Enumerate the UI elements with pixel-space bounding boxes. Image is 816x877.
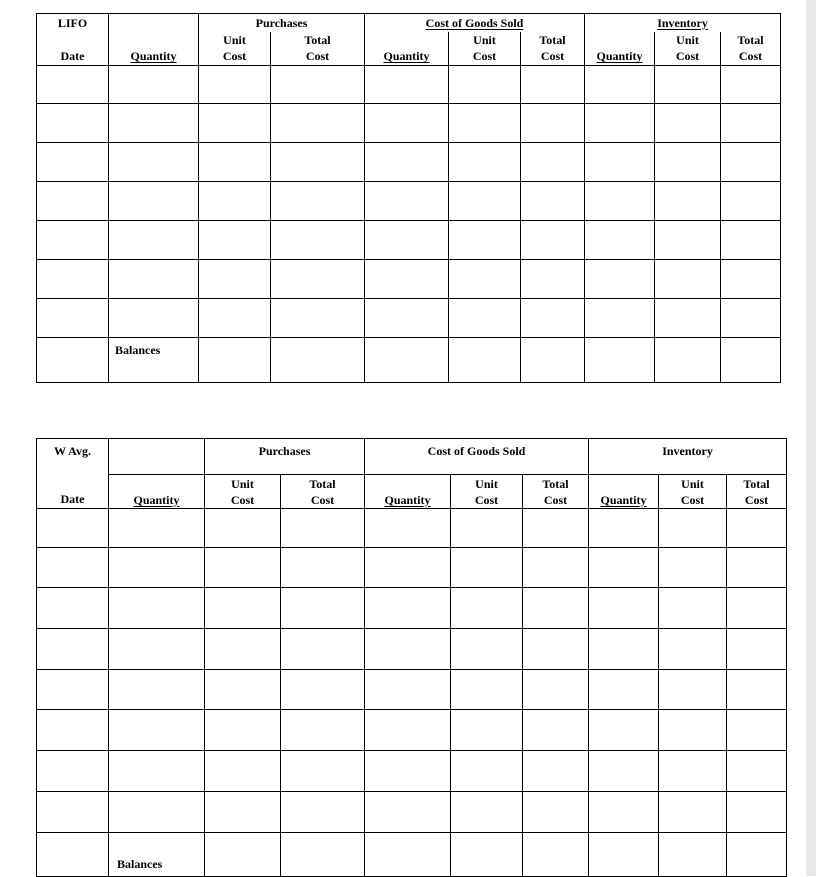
table-cell[interactable] xyxy=(521,221,585,260)
table-cell[interactable] xyxy=(281,588,365,629)
table-cell[interactable] xyxy=(281,509,365,548)
table-cell[interactable] xyxy=(37,104,109,143)
table-cell[interactable] xyxy=(205,792,281,833)
table-cell[interactable] xyxy=(727,588,787,629)
table-cell[interactable] xyxy=(585,221,655,260)
table-cell[interactable] xyxy=(205,629,281,670)
wavg-col-date: Date xyxy=(37,475,109,509)
table-cell[interactable] xyxy=(271,338,365,383)
table-cell[interactable] xyxy=(109,670,205,710)
table-cell[interactable] xyxy=(721,260,781,299)
lifo-col-purch-total-cost: Total Cost xyxy=(271,32,365,66)
table-cell[interactable] xyxy=(199,299,271,338)
table-cell[interactable] xyxy=(585,104,655,143)
wavg-table xyxy=(36,438,787,877)
table-cell[interactable] xyxy=(585,260,655,299)
table-cell[interactable] xyxy=(365,670,451,710)
wavg-group-inventory: Inventory xyxy=(589,439,787,475)
table-cell[interactable] xyxy=(449,338,521,383)
table-cell[interactable] xyxy=(521,66,585,104)
table-cell[interactable] xyxy=(521,143,585,182)
table-cell[interactable] xyxy=(205,548,281,588)
table-cell[interactable] xyxy=(659,833,727,877)
balances-row xyxy=(37,833,787,877)
table-cell[interactable] xyxy=(659,548,727,588)
table-cell[interactable] xyxy=(205,670,281,710)
table-cell[interactable] xyxy=(271,143,365,182)
lifo-col-cogs-unit-cost: Unit Cost xyxy=(449,32,521,66)
table-cell[interactable] xyxy=(37,182,109,221)
table-cell[interactable] xyxy=(365,548,451,588)
table-cell[interactable] xyxy=(451,833,523,877)
lifo-col-purch-quantity: Quantity xyxy=(109,32,199,66)
lifo-col-inv-unit-cost: Unit Cost xyxy=(655,32,721,66)
table-cell[interactable] xyxy=(271,299,365,338)
table-cell[interactable] xyxy=(727,629,787,670)
table-cell[interactable] xyxy=(109,260,199,299)
table-cell[interactable] xyxy=(589,548,659,588)
table-cell[interactable] xyxy=(589,833,659,877)
table-cell[interactable] xyxy=(365,751,451,792)
wavg-col-purch-unit-cost: Unit Cost xyxy=(205,475,281,509)
table-cell[interactable] xyxy=(451,792,523,833)
table-cell[interactable] xyxy=(365,182,449,221)
table-cell[interactable] xyxy=(281,792,365,833)
table-cell[interactable] xyxy=(721,299,781,338)
table-cell[interactable] xyxy=(451,588,523,629)
table-row xyxy=(37,299,781,338)
table-cell[interactable] xyxy=(199,66,271,104)
table-row xyxy=(37,509,787,548)
table-cell[interactable] xyxy=(205,833,281,877)
table-cell[interactable] xyxy=(365,710,451,751)
table-cell[interactable] xyxy=(109,182,199,221)
table-cell[interactable] xyxy=(365,299,449,338)
wavg-header xyxy=(37,439,787,509)
table-cell[interactable] xyxy=(451,548,523,588)
table-cell[interactable] xyxy=(727,751,787,792)
table-cell[interactable] xyxy=(523,629,589,670)
lifo-group-purchases: Purchases xyxy=(199,14,365,32)
table-cell[interactable] xyxy=(109,751,205,792)
table-cell[interactable] xyxy=(659,509,727,548)
lifo-table xyxy=(36,13,781,383)
table-cell[interactable] xyxy=(109,548,205,588)
wavg-col-inv-unit-cost: Unit Cost xyxy=(659,475,727,509)
table-cell[interactable] xyxy=(205,588,281,629)
wavg-group-cogs: Cost of Goods Sold xyxy=(365,439,589,475)
table-cell[interactable] xyxy=(37,509,109,548)
lifo-col-cogs-total-cost: Total Cost xyxy=(521,32,585,66)
table-cell[interactable] xyxy=(109,221,199,260)
table-cell[interactable] xyxy=(585,182,655,221)
table-cell[interactable] xyxy=(37,670,109,710)
table-cell[interactable] xyxy=(659,588,727,629)
table-row xyxy=(37,182,781,221)
table-cell[interactable] xyxy=(37,710,109,751)
table-cell[interactable] xyxy=(281,833,365,877)
table-cell[interactable] xyxy=(585,338,655,383)
wavg-col-inv-total-cost: Total Cost xyxy=(727,475,787,509)
table-cell[interactable] xyxy=(109,66,199,104)
wavg-title: W Avg. xyxy=(37,439,109,475)
table-cell[interactable] xyxy=(589,670,659,710)
table-cell[interactable] xyxy=(523,588,589,629)
table-cell[interactable] xyxy=(523,670,589,710)
table-cell[interactable] xyxy=(655,299,721,338)
table-cell[interactable] xyxy=(37,66,109,104)
table-cell[interactable] xyxy=(521,338,585,383)
lifo-title: LIFO xyxy=(37,14,109,32)
table-row xyxy=(37,670,787,710)
table-cell[interactable] xyxy=(109,104,199,143)
table-cell[interactable] xyxy=(727,792,787,833)
table-cell[interactable] xyxy=(205,710,281,751)
table-cell[interactable] xyxy=(199,182,271,221)
balances-label: Balances xyxy=(109,833,205,877)
table-cell[interactable] xyxy=(109,299,199,338)
table-cell[interactable] xyxy=(37,260,109,299)
table-cell[interactable] xyxy=(37,833,109,877)
table-cell[interactable] xyxy=(655,260,721,299)
lifo-body xyxy=(37,66,781,383)
table-row xyxy=(37,548,787,588)
table-cell[interactable] xyxy=(727,833,787,877)
table-cell[interactable] xyxy=(659,751,727,792)
table-cell[interactable] xyxy=(451,710,523,751)
table-cell[interactable] xyxy=(585,299,655,338)
wavg-body xyxy=(37,509,787,877)
table-cell[interactable] xyxy=(655,104,721,143)
table-cell[interactable] xyxy=(449,299,521,338)
table-cell[interactable] xyxy=(449,221,521,260)
lifo-blank-head xyxy=(109,14,199,32)
table-cell[interactable] xyxy=(37,588,109,629)
table-cell[interactable] xyxy=(589,792,659,833)
table-cell[interactable] xyxy=(109,710,205,751)
table-row xyxy=(37,260,781,299)
table-cell[interactable] xyxy=(281,751,365,792)
table-cell[interactable] xyxy=(205,751,281,792)
table-cell[interactable] xyxy=(271,182,365,221)
table-cell[interactable] xyxy=(37,143,109,182)
wavg-col-cogs-unit-cost: Unit Cost xyxy=(451,475,523,509)
lifo-col-date: Date xyxy=(37,32,109,66)
table-cell[interactable] xyxy=(365,260,449,299)
table-cell[interactable] xyxy=(449,143,521,182)
lifo-col-inv-total-cost: Total Cost xyxy=(721,32,781,66)
table-cell[interactable] xyxy=(523,792,589,833)
lifo-col-purch-unit-cost: Unit Cost xyxy=(199,32,271,66)
table-cell[interactable] xyxy=(659,629,727,670)
wavg-col-purch-total-cost: Total Cost xyxy=(281,475,365,509)
table-cell[interactable] xyxy=(109,629,205,670)
table-cell[interactable] xyxy=(655,338,721,383)
table-cell[interactable] xyxy=(365,629,451,670)
table-cell[interactable] xyxy=(271,66,365,104)
table-cell[interactable] xyxy=(589,588,659,629)
table-cell[interactable] xyxy=(659,670,727,710)
page-scrollbar[interactable] xyxy=(806,0,816,876)
table-cell[interactable] xyxy=(721,66,781,104)
wavg-col-inv-quantity: Quantity xyxy=(589,475,659,509)
table-cell[interactable] xyxy=(365,509,451,548)
table-cell[interactable] xyxy=(365,792,451,833)
table-cell[interactable] xyxy=(727,509,787,548)
table-cell[interactable] xyxy=(521,299,585,338)
table-cell[interactable] xyxy=(721,182,781,221)
table-cell[interactable] xyxy=(721,338,781,383)
table-cell[interactable] xyxy=(199,143,271,182)
table-cell[interactable] xyxy=(365,588,451,629)
table-cell[interactable] xyxy=(37,629,109,670)
table-row xyxy=(37,221,781,260)
table-cell[interactable] xyxy=(727,670,787,710)
table-cell[interactable] xyxy=(655,221,721,260)
table-cell[interactable] xyxy=(521,104,585,143)
table-cell[interactable] xyxy=(271,260,365,299)
table-cell[interactable] xyxy=(655,182,721,221)
table-cell[interactable] xyxy=(721,143,781,182)
wavg-col-cogs-total-cost: Total Cost xyxy=(523,475,589,509)
table-row xyxy=(37,629,787,670)
table-cell[interactable] xyxy=(449,104,521,143)
lifo-group-inventory: Inventory xyxy=(585,14,781,32)
table-row xyxy=(37,751,787,792)
table-cell[interactable] xyxy=(585,143,655,182)
table-cell[interactable] xyxy=(109,509,205,548)
table-cell[interactable] xyxy=(109,792,205,833)
table-cell[interactable] xyxy=(521,182,585,221)
table-cell[interactable] xyxy=(365,143,449,182)
table-cell[interactable] xyxy=(449,260,521,299)
table-cell[interactable] xyxy=(37,548,109,588)
table-cell[interactable] xyxy=(589,710,659,751)
table-cell[interactable] xyxy=(449,182,521,221)
table-cell[interactable] xyxy=(659,710,727,751)
table-cell[interactable] xyxy=(655,66,721,104)
table-cell[interactable] xyxy=(205,509,281,548)
table-cell[interactable] xyxy=(721,104,781,143)
table-cell[interactable] xyxy=(37,338,109,383)
table-cell[interactable] xyxy=(37,299,109,338)
table-row xyxy=(37,710,787,751)
table-cell[interactable] xyxy=(589,509,659,548)
wavg-group-purchases: Purchases xyxy=(205,439,365,475)
table-cell[interactable] xyxy=(365,66,449,104)
lifo-header xyxy=(37,14,781,66)
table-cell[interactable] xyxy=(659,792,727,833)
table-cell[interactable] xyxy=(451,670,523,710)
table-cell[interactable] xyxy=(199,221,271,260)
table-cell[interactable] xyxy=(589,629,659,670)
wavg-blank-head xyxy=(109,439,205,475)
table-cell[interactable] xyxy=(523,509,589,548)
table-cell[interactable] xyxy=(523,548,589,588)
table-cell[interactable] xyxy=(451,629,523,670)
table-cell[interactable] xyxy=(449,66,521,104)
table-cell[interactable] xyxy=(37,751,109,792)
table-cell[interactable] xyxy=(109,588,205,629)
lifo-col-inv-quantity: Quantity xyxy=(585,32,655,66)
table-cell[interactable] xyxy=(365,833,451,877)
table-cell[interactable] xyxy=(655,143,721,182)
table-cell[interactable] xyxy=(271,104,365,143)
table-cell[interactable] xyxy=(37,792,109,833)
table-row xyxy=(37,104,781,143)
table-cell[interactable] xyxy=(523,751,589,792)
table-cell[interactable] xyxy=(365,104,449,143)
table-cell[interactable] xyxy=(451,509,523,548)
table-row xyxy=(37,143,781,182)
table-cell[interactable] xyxy=(281,548,365,588)
table-cell[interactable] xyxy=(365,338,449,383)
table-cell[interactable] xyxy=(199,260,271,299)
table-row xyxy=(37,792,787,833)
table-cell[interactable] xyxy=(585,66,655,104)
table-cell[interactable] xyxy=(199,104,271,143)
table-cell[interactable] xyxy=(109,143,199,182)
table-cell[interactable] xyxy=(727,548,787,588)
table-cell[interactable] xyxy=(523,710,589,751)
table-cell[interactable] xyxy=(365,221,449,260)
lifo-col-cogs-quantity: Quantity xyxy=(365,32,449,66)
table-cell[interactable] xyxy=(721,221,781,260)
table-cell[interactable] xyxy=(199,338,271,383)
table-cell[interactable] xyxy=(523,833,589,877)
table-row xyxy=(37,66,781,104)
table-cell[interactable] xyxy=(37,221,109,260)
balances-row xyxy=(37,338,781,383)
wavg-col-purch-quantity: Quantity xyxy=(109,475,205,509)
table-cell[interactable] xyxy=(281,670,365,710)
table-cell[interactable] xyxy=(589,751,659,792)
table-cell[interactable] xyxy=(727,710,787,751)
lifo-group-cogs: Cost of Goods Sold xyxy=(365,14,585,32)
balances-label: Balances xyxy=(109,338,199,383)
table-cell[interactable] xyxy=(271,221,365,260)
table-cell[interactable] xyxy=(281,629,365,670)
table-cell[interactable] xyxy=(451,751,523,792)
table-cell[interactable] xyxy=(281,710,365,751)
table-cell[interactable] xyxy=(521,260,585,299)
wavg-col-cogs-quantity: Quantity xyxy=(365,475,451,509)
table-row xyxy=(37,588,787,629)
